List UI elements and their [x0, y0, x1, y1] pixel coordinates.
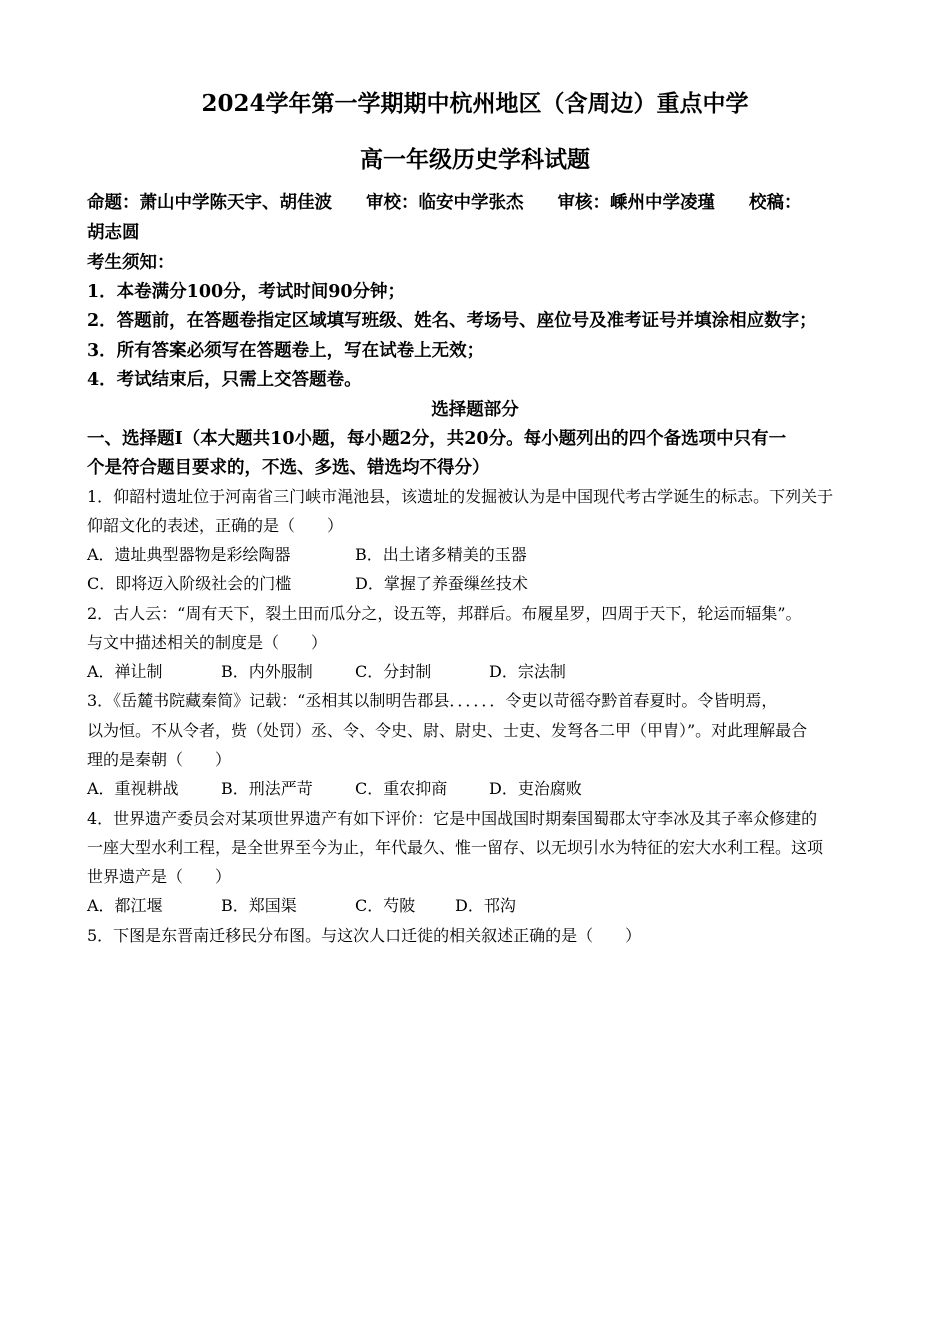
question-2-stem-line2: 与文中描述相关的制度是（ ）: [87, 633, 328, 652]
credit-proposer: 命题：萧山中学陈天宇、胡佳波: [87, 193, 332, 213]
question-2-stem-line1: 2．古人云：“周有天下，裂土田而瓜分之，设五等，邦群后。布履星罗，四周于天下，轮运而辐集”。: [87, 604, 802, 623]
question-4-option-c: C．芍陂: [355, 896, 416, 915]
section-part-title: 选择题部分: [431, 400, 519, 420]
question-2-option-a: A．禅让制: [87, 662, 163, 681]
notice-item-2: 2．答题前，在答题卷指定区域填写班级、姓名、考场号、座位号及准考证号并填涂相应数字；: [87, 311, 817, 331]
exam-title-line2: 高一年级历史学科试题: [360, 146, 590, 173]
question-2-option-d: D．宗法制: [489, 662, 566, 681]
credit-proofreader: 校稿：: [749, 193, 802, 213]
question-3-stem-line2: 以为恒。不从令者，赀（处罚）丞、令、令史、尉、尉史、士吏、发弩各二甲（甲胄）”。对此理解最合: [87, 721, 808, 740]
question-4-options: [87, 893, 516, 919]
section-instructions-line2: 个是符合题目要求的，不选、多选、错选均不得分）: [87, 458, 490, 478]
notice-item-3: 3．所有答案必须写在答题卷上，写在试卷上无效；: [87, 341, 485, 361]
question-3-options: [87, 776, 582, 802]
question-1-option-b: B．出土诸多精美的玉器: [355, 545, 527, 564]
question-4-option-d: D．邗沟: [455, 896, 516, 915]
question-3-option-d: D．吏治腐败: [489, 779, 582, 798]
question-3-stem-line3: 理的是秦朝（ ）: [87, 750, 232, 769]
question-3-option-a: A．重视耕战: [87, 779, 179, 798]
question-4-stem-line1: 4．世界遗产委员会对某项世界遗产有如下评价：它是中国战国时期秦国蜀郡太守李冰及其子率众修建的: [87, 809, 818, 828]
credits-line: [87, 190, 802, 216]
question-1-option-c: C．即将迈入阶级社会的门槛: [87, 574, 292, 593]
question-1-options-row2: [87, 571, 528, 597]
exam-title-line1: 2024学年第一学期期中杭州地区（含周边）重点中学: [201, 90, 749, 117]
question-3-option-b: B．刑法严苛: [221, 779, 313, 798]
question-4-option-a: A．都江堰: [87, 896, 163, 915]
question-2-option-b: B．内外服制: [221, 662, 313, 681]
question-1-options-row1: [87, 542, 527, 568]
question-1-stem-line2: 仰韶文化的表述，正确的是（ ）: [87, 516, 344, 535]
credit-auditor: 审核：嵊州中学凌瑾: [557, 193, 715, 213]
question-1-option-a: A．遗址典型器物是彩绘陶器: [87, 545, 291, 564]
notice-heading: 考生须知：: [87, 253, 175, 273]
question-4-option-b: B．郑国渠: [221, 896, 297, 915]
notice-item-4: 4．考试结束后，只需上交答题卷。: [87, 370, 362, 390]
question-5-stem-line1: 5．下图是东晋南迁移民分布图。与这次人口迁徙的相关叙述正确的是（ ）: [87, 926, 642, 945]
question-3-option-c: C．重农抑商: [355, 779, 448, 798]
question-4-stem-line2: 一座大型水利工程，是全世界至今为止，年代最久、惟一留存、以无坝引水为特征的宏大水利工程。这项: [87, 838, 824, 857]
section-instructions-line1: 一、选择题I（本大题共10小题，每小题2分，共20分。每小题列出的四个备选项中只有一: [87, 429, 787, 449]
question-2-option-c: C．分封制: [355, 662, 432, 681]
question-1-stem-line1: 1．仰韶村遗址位于河南省三门峡市渑池县，该遗址的发掘被认为是中国现代考古学诞生的标志。下列关于: [87, 487, 834, 506]
question-1-option-d: D．掌握了养蚕缫丝技术: [355, 574, 528, 593]
credit-reviewer: 审校：临安中学张杰: [366, 193, 524, 213]
notice-item-1: 1．本卷满分100分，考试时间90分钟；: [87, 282, 406, 302]
question-4-stem-line3: 世界遗产是（ ）: [87, 867, 232, 886]
credit-proofreader-name: 胡志圆: [87, 223, 140, 243]
question-3-stem-line1: 3．《岳麓书院藏秦简》记载：“丞相其以制明告郡县．．．．．．令吏以苛徭夺黔首春夏时。令皆明焉，: [87, 691, 778, 710]
question-2-options: [87, 659, 566, 685]
